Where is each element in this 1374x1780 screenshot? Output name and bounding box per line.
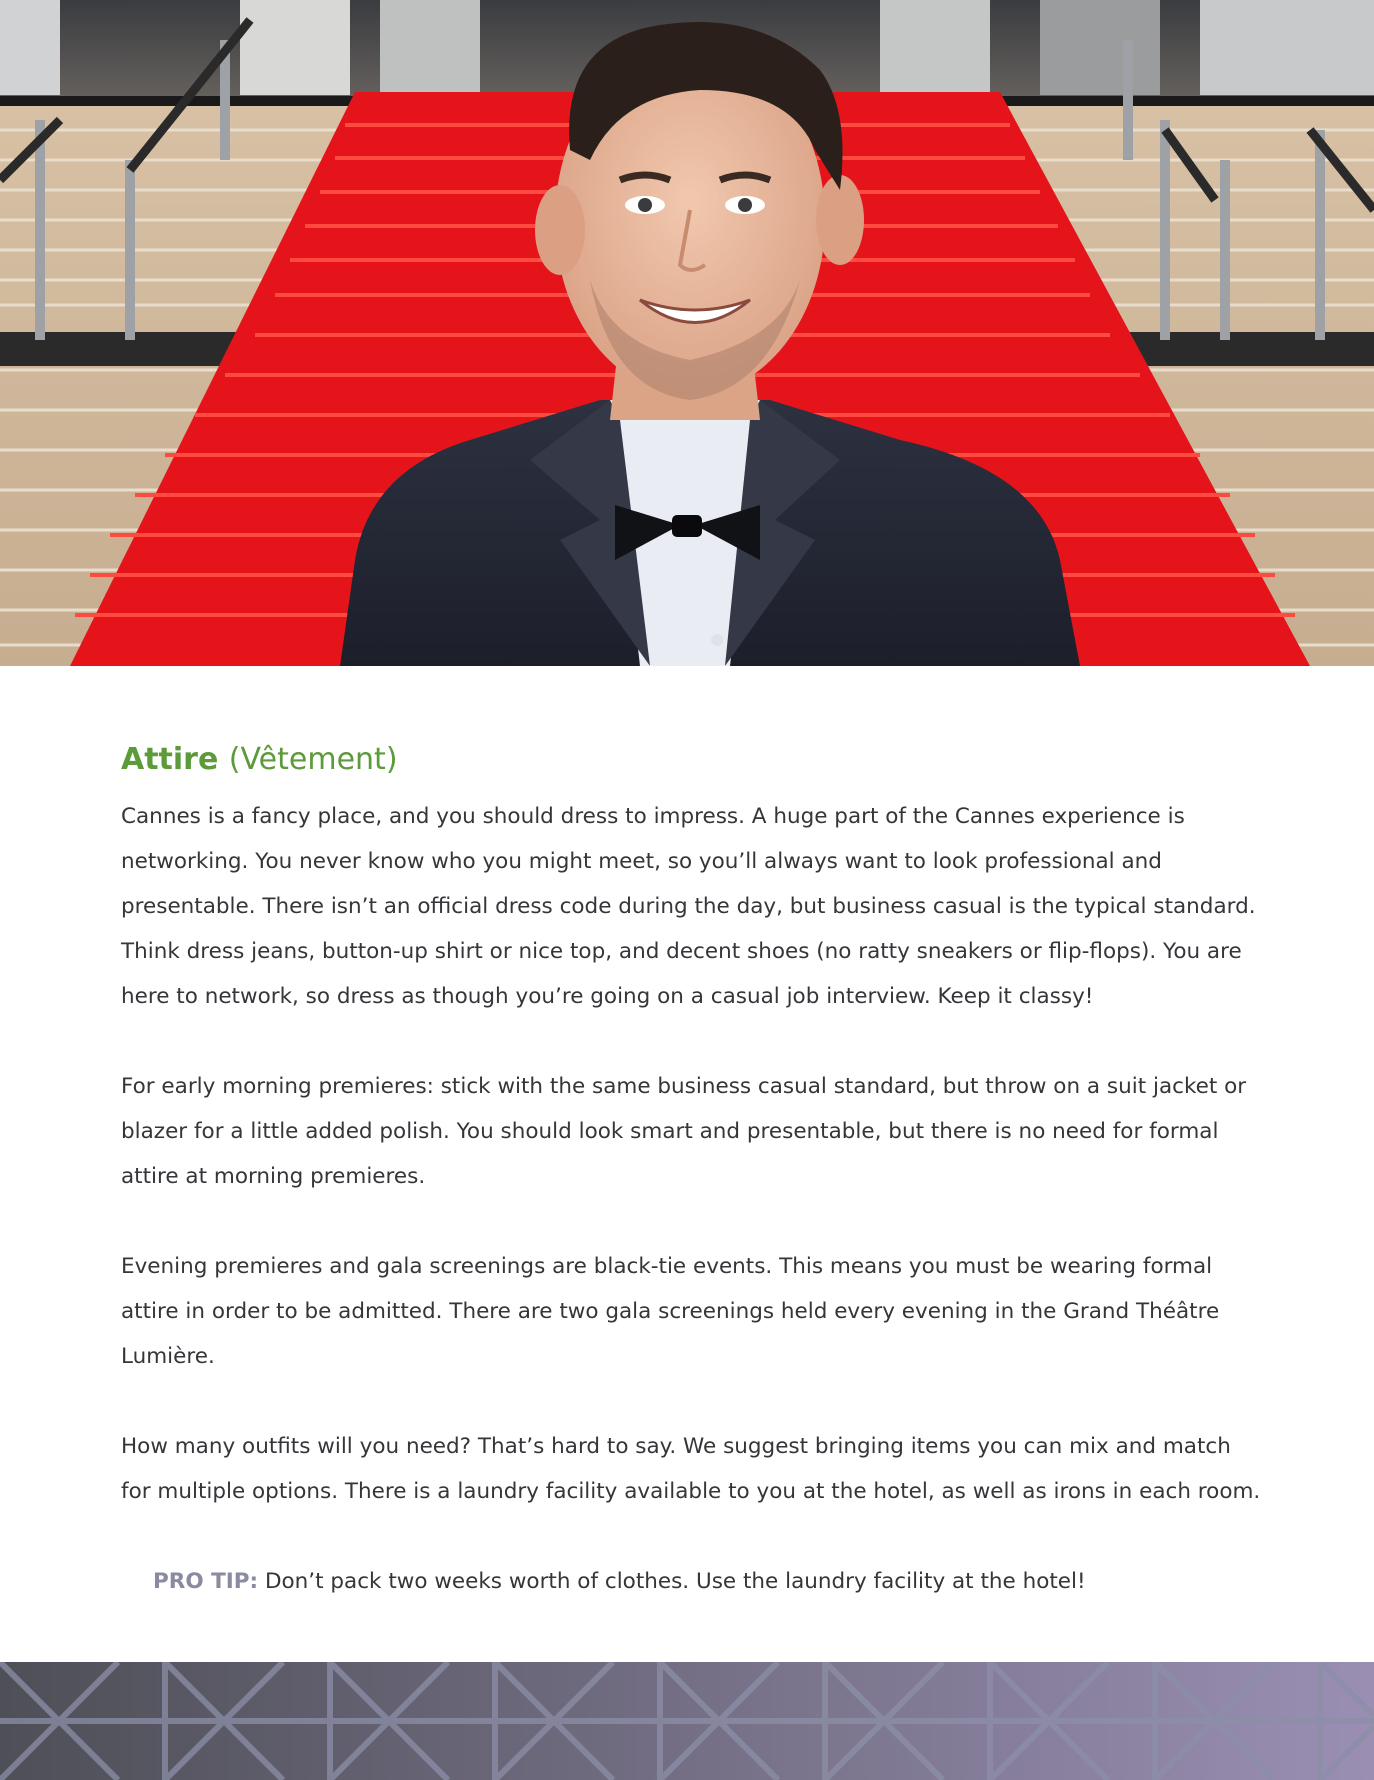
paragraph-dress-code: Cannes is a fancy place, and you should dress to impress. A huge part of the Cannes experience is networking. You never know who you might meet, so you’ll always want to look professional and presentable. There isn’t an official dress code during the day, but business casual is the typical standard. Think dress jeans, button-up shirt or nice top, and decent shoes (no ratty sneakers or flip-flops). You are here to network, so dress as though you’re going on a casual job interview. Keep it classy! [121, 804, 1256, 1009]
pro-tip-label: PRO TIP: [153, 1569, 259, 1594]
paragraph-morning-premieres: For early morning premieres: stick with the same business casual standard, but throw on a suit jacket or blazer for a little added polish. You should look smart and presentable, but there is no need for formal attire at morning premieres. [121, 1074, 1247, 1189]
footer-pattern-band [0, 1662, 1374, 1780]
title-translation: (Vêtement) [228, 742, 398, 777]
geometric-pattern [0, 1662, 1374, 1780]
article [121, 740, 1261, 1604]
pro-tip [153, 1559, 1261, 1604]
title-bold: Attire [121, 742, 219, 777]
paragraph-evening-premieres: Evening premieres and gala screenings are black-tie events. This means you must be wearing formal attire in order to be admitted. There are two gala screenings held every evening in the Grand Théâtre Lumière. [121, 1254, 1220, 1369]
hero-photo [0, 0, 1374, 666]
hero-illustration [0, 0, 1374, 666]
pro-tip-text: Don’t pack two weeks worth of clothes. Use the laundry facility at the hotel! [264, 1569, 1086, 1594]
paragraph-outfits: How many outfits will you need? That’s hard to say. We suggest bringing items you can mix and match for multiple options. There is a laundry facility available to you at the hotel, as well as irons in each room. [121, 1434, 1261, 1504]
article-title [121, 740, 1261, 780]
